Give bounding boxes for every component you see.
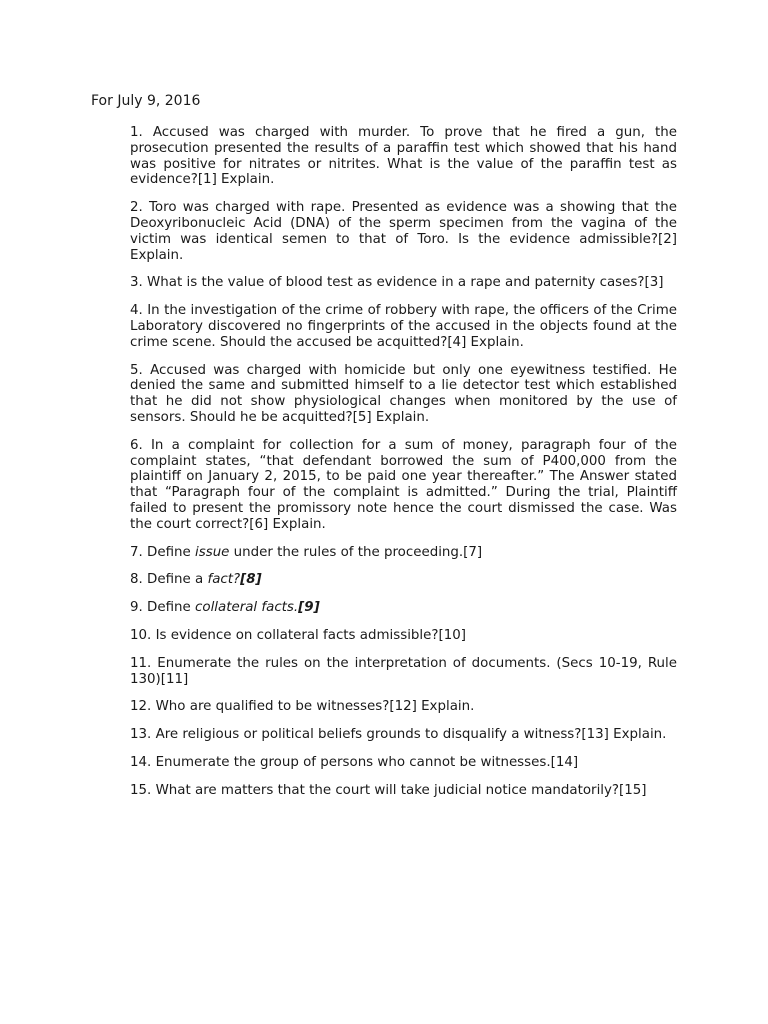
footnote-ref[interactable]: [8]: [240, 572, 262, 588]
question-text: Accused was charged with homicide but only one eyewitness testified. He denied the same and submitted himself to a lie detector test which established that he did not show physiological changes when monitored by the use of sensors. Should he be acquitted?: [130, 362, 677, 425]
question-item: [130, 600, 677, 616]
footnote-ref[interactable]: [9]: [298, 600, 320, 616]
footnote-ref[interactable]: [5]: [352, 409, 372, 425]
question-number: 6.: [130, 437, 143, 453]
question-text: In a complaint for collection for a sum of money, paragraph four of the complaint states, “that defendant borrowed the sum of P400,000 from the plaintiff on January 2, 2015, to be paid one year thereafter.” The Answer stated that “Paragraph four of the complaint is admitted.” During the trial, Plaintiff failed to present the promissory note hence the court dismissed the case. Was the court correct?: [130, 437, 677, 532]
question-number: 15.: [130, 782, 152, 798]
question-text: In the investigation of the crime of robbery with rape, the officers of the Crime Laboratory discovered no fingerprints of the accused in the objects found at the crime scene. Should the accused be acquitted?: [130, 303, 677, 350]
question-number: 8.: [130, 572, 143, 588]
footnote-ref[interactable]: [12]: [389, 699, 417, 715]
question-number: 14.: [130, 754, 152, 770]
question-number: 7.: [130, 544, 143, 560]
footnote-ref[interactable]: [4]: [447, 334, 467, 350]
question-number: 12.: [130, 699, 152, 715]
question-text: Enumerate the rules on the interpretation of documents. (Secs 10-19, Rule 130): [130, 655, 677, 687]
footnote-ref[interactable]: [15]: [619, 782, 647, 798]
question-tail: Explain.: [608, 727, 667, 743]
footnote-ref[interactable]: [10]: [438, 627, 466, 643]
footnote-ref[interactable]: [7]: [463, 544, 483, 560]
question-item: [130, 572, 677, 588]
question-item: [130, 545, 677, 561]
question-item: [130, 656, 677, 688]
question-tail: Explain.: [416, 699, 475, 715]
question-item: [130, 755, 677, 771]
question-number: 11.: [130, 655, 152, 671]
question-text-post: under the rules of the proceeding.: [229, 544, 464, 560]
question-text-pre: Define: [147, 544, 196, 560]
footnote-ref[interactable]: [1]: [197, 172, 217, 188]
question-item: [130, 727, 677, 743]
question-number: 13.: [130, 727, 152, 743]
question-item: [130, 125, 677, 188]
question-term: issue: [195, 544, 230, 560]
question-number: 9.: [130, 600, 143, 616]
footnote-ref[interactable]: [14]: [550, 754, 579, 770]
question-item: [130, 303, 677, 350]
question-text: Who are qualified to be witnesses?: [155, 699, 390, 715]
question-item: [130, 783, 677, 799]
question-tail: Explain.: [130, 247, 184, 263]
footnote-ref[interactable]: [2]: [658, 231, 677, 247]
question-number: 5.: [130, 362, 143, 378]
footnote-ref[interactable]: [13]: [581, 727, 609, 743]
question-text: Enumerate the group of persons who cannot be witnesses.: [155, 754, 551, 770]
question-item: [130, 699, 677, 715]
question-item: [130, 363, 677, 426]
question-number: 3.: [130, 275, 143, 291]
question-number: 2.: [130, 200, 143, 216]
question-item: [130, 275, 677, 291]
question-text-pre: Define a: [147, 572, 208, 588]
question-tail: Explain.: [371, 409, 430, 425]
footnote-ref[interactable]: [3]: [644, 275, 664, 291]
question-number: 10.: [130, 627, 152, 643]
footnote-ref[interactable]: [6]: [249, 516, 269, 532]
page-heading: For July 9, 2016: [91, 93, 201, 109]
question-text: What are matters that the court will take judicial notice mandatorily?: [155, 782, 620, 798]
footnote-ref[interactable]: [11]: [160, 671, 189, 687]
question-text: Accused was charged with murder. To prove that he fired a gun, the prosecution presented the results of a paraffin test which showed that his hand was positive for nitrates or nitrites. What is the value of the paraffin test as evidence?: [130, 125, 677, 188]
question-term: fact?: [207, 572, 241, 588]
question-text-pre: Define: [147, 600, 196, 616]
question-list: [130, 125, 677, 811]
question-term: collateral facts.: [195, 600, 299, 616]
question-text: Toro was charged with rape. Presented as evidence was a showing that the Deoxyribonucleic Acid (DNA) of the sperm specimen from the vagina of the victim was identical semen to that of Toro. Is the evidence admissible?: [130, 200, 677, 247]
question-item: [130, 438, 677, 533]
question-item: [130, 200, 677, 263]
question-number: 1.: [130, 125, 143, 140]
question-text: Are religious or political beliefs grounds to disqualify a witness?: [155, 727, 582, 743]
question-tail: Explain.: [268, 516, 326, 532]
question-tail: Explain.: [466, 334, 524, 350]
question-text: Is evidence on collateral facts admissible?: [155, 627, 439, 643]
question-item: [130, 628, 677, 644]
question-text: What is the value of blood test as evidence in a rape and paternity cases?: [147, 275, 645, 291]
question-number: 4.: [130, 303, 143, 319]
question-tail: Explain.: [216, 172, 275, 188]
